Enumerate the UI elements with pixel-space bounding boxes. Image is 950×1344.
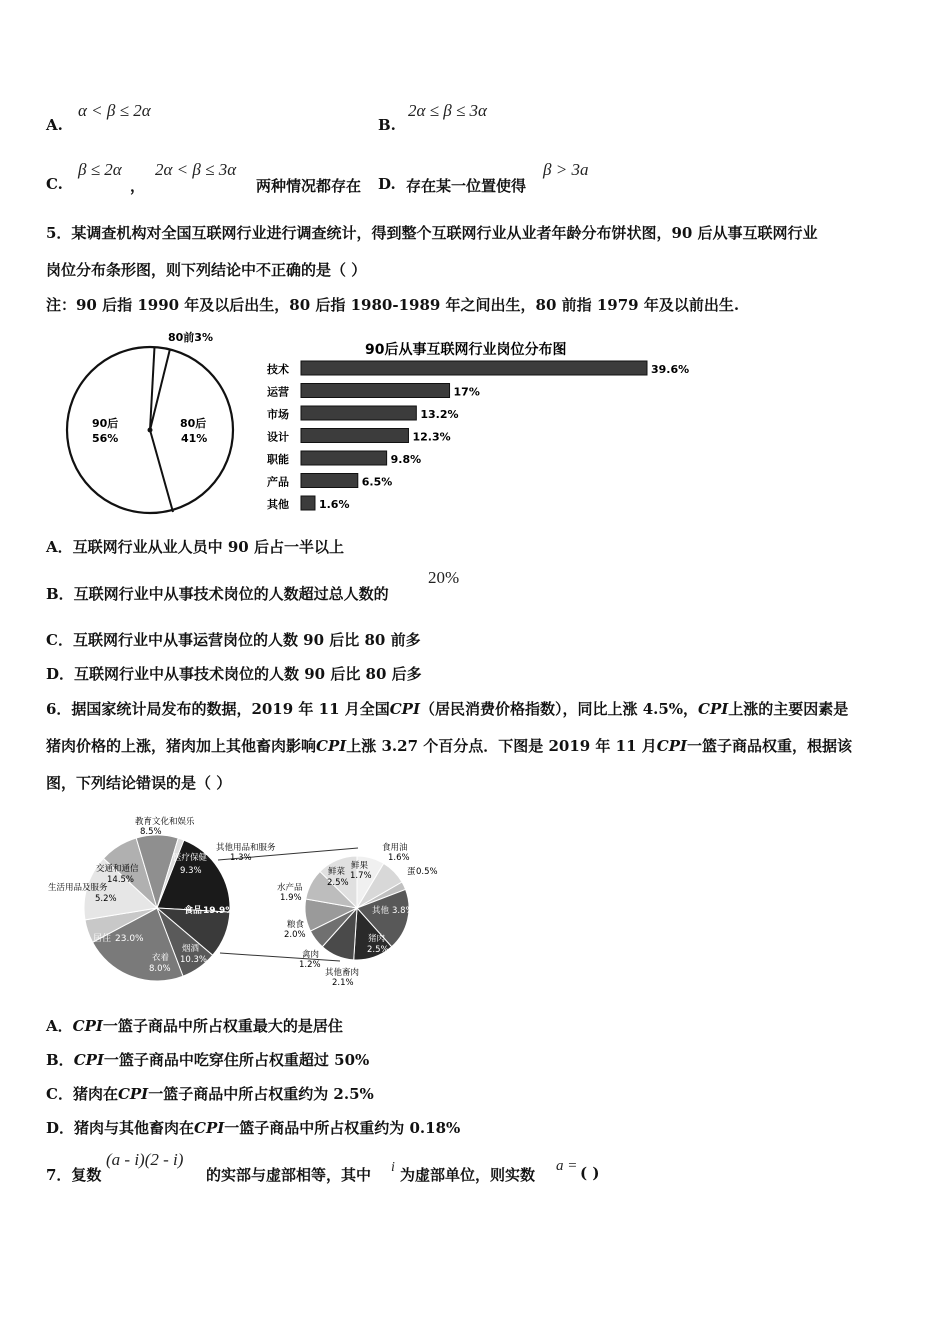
- age-pie-value-90hou: 56%: [92, 432, 119, 445]
- job-bar-category-label: 设计: [267, 430, 289, 444]
- q6-option-c: [46, 1083, 374, 1104]
- q6-optC-pre: C．猪肉在: [46, 1085, 118, 1103]
- cpi-sub-label-poultry: 禽肉: [302, 950, 320, 960]
- q6-optC-cpi: CPI: [117, 1085, 149, 1103]
- job-bar: [301, 474, 358, 488]
- job-bar-category-label: 运营: [267, 385, 289, 399]
- cpi-sub-label-egg: 蛋: [407, 867, 416, 877]
- q5-option-a: A．互联网行业从业人员中 90 后占一半以上: [46, 538, 344, 556]
- cpi-sub-value-grain: 2.0%: [284, 930, 306, 940]
- q4-option-c-comma: ，: [130, 177, 146, 195]
- q4-option-d-math: β > 3a: [543, 160, 589, 179]
- q4-option-c-math1: β ≤ 2α: [78, 160, 122, 179]
- cpi-sub-label-grain: 粮食: [287, 920, 305, 930]
- cpi-sub-label-fruit: 鲜果: [351, 861, 369, 871]
- cpi-sub-value-aqua: 1.9%: [280, 893, 302, 903]
- q6-l1-post: 上涨的主要因素是: [728, 700, 849, 718]
- q6-cpi-4: CPI: [656, 737, 687, 755]
- q4-option-b-label: B.: [378, 116, 396, 134]
- q6-optD-post: 一篮子商品中所占权重约为 0.18%: [224, 1119, 461, 1137]
- cpi-label-edu: 教育文化和娱乐: [135, 817, 195, 827]
- cpi-sub-value-oil: 1.6%: [388, 853, 410, 863]
- job-bar-value-label: 17%: [453, 385, 480, 399]
- q6-stem-line2: [46, 735, 852, 756]
- job-bar: [301, 384, 450, 398]
- q4-option-c-label: C.: [46, 175, 63, 193]
- q7-post: ( ): [580, 1164, 600, 1182]
- cpi-sub-value-egg: 0.5%: [416, 867, 438, 877]
- cpi-label-tobacco: 烟酒: [182, 944, 200, 954]
- cpi-sub-label-veg: 鲜菜: [328, 867, 346, 877]
- q7-pre: 7．复数: [46, 1166, 102, 1184]
- q6-cpi-1: CPI: [389, 700, 420, 718]
- cpi-sub-label-aqua: 水产品: [277, 883, 303, 893]
- q6-l2-pre: 猪肉价格的上涨，猪肉加上其他畜肉影响: [46, 737, 317, 755]
- q6-l1-mid: （居民消费价格指数），同比上涨 4.5%，: [419, 700, 699, 718]
- cpi-sub-label-othermeat: 其他畜肉: [325, 968, 360, 978]
- q5-stem-line1: 5．某调查机构对全国互联网行业进行调查统计，得到整个互联网行业从业者年龄分布饼状图，90 后从事互联网行业: [46, 224, 818, 242]
- age-pie-label-80hou: 80后: [180, 417, 207, 430]
- cpi-sub-value-fruit: 1.7%: [350, 871, 372, 881]
- q5-note: 注：90 后指 1990 年及以后出生，80 后指 1980-1989 年之间出生，80 前指 1979 年及以前出生.: [46, 296, 740, 314]
- cpi-value-clothing: 8.0%: [149, 964, 171, 974]
- q6-optD-pre: D．猪肉与其他畜肉在: [46, 1119, 195, 1137]
- cpi-sub-label-pork: 猪肉: [368, 934, 386, 944]
- q6-stem-line1: [46, 698, 848, 719]
- q6-option-b: [46, 1049, 369, 1070]
- age-pie-value-80hou: 41%: [181, 432, 208, 445]
- cpi-connector-bottom: [220, 953, 340, 961]
- cpi-sub-value-othermeat: 2.1%: [332, 978, 354, 988]
- q6-l2-post: 一篮子商品权重，根据该: [686, 737, 852, 755]
- q6-option-a: [46, 1015, 343, 1036]
- job-bar: [301, 406, 416, 420]
- q4-option-a-math: α < β ≤ 2α: [78, 101, 151, 120]
- q6-optA-label: A．: [46, 1017, 73, 1035]
- cpi-value-housing: 23.0%: [115, 934, 144, 944]
- q4-option-b-math: 2α ≤ β ≤ 3α: [408, 101, 487, 120]
- job-bar-value-label: 13.2%: [420, 408, 459, 421]
- job-bar-value-label: 9.8%: [390, 453, 422, 466]
- q5-option-b: B．互联网行业中从事技术岗位的人数超过总人数的: [46, 585, 389, 603]
- age-pie-label-90hou: 90后: [92, 417, 119, 430]
- q7-i: i: [391, 1160, 395, 1175]
- cpi-label-daily: 生活用品及服务: [48, 883, 108, 893]
- q6-optB-cpi: CPI: [73, 1051, 104, 1069]
- q6-optA-text: 一篮子商品中所占权重最大的是居住: [102, 1017, 343, 1035]
- q4-option-c-text: 两种情况都存在: [256, 177, 362, 195]
- age-pie-chart: [60, 325, 250, 520]
- q6-optB-text: 一篮子商品中吃穿住所占权重超过 50%: [103, 1051, 370, 1069]
- cpi-label-traffic: 交通和通信: [96, 864, 139, 874]
- job-bar-value-label: 6.5%: [361, 475, 393, 489]
- q5-option-b-math: 20%: [428, 568, 460, 587]
- cpi-sub-label-oil: 食用油: [382, 843, 408, 853]
- q7-math: (a - i)(2 - i): [106, 1150, 184, 1169]
- cpi-sub-label-others: 其他: [372, 906, 390, 916]
- q5-option-d: D．互联网行业中从事技术岗位的人数 90 后比 80 后多: [46, 665, 422, 683]
- q6-l1-pre: 6．据国家统计局发布的数据，2019 年 11 月全国: [46, 700, 390, 718]
- job-bar-category-label: 其他: [267, 498, 289, 511]
- job-bar: [301, 451, 387, 465]
- q6-stem-line3: 图，下列结论错误的是（ ）: [46, 774, 232, 792]
- cpi-value-tobacco: 10.3%: [180, 955, 208, 965]
- q6-optA-cpi: CPI: [72, 1017, 103, 1035]
- cpi-value-food: 19.9%: [203, 906, 235, 916]
- q4-option-d-text: 存在某一位置使得: [406, 177, 527, 195]
- q5-stem-line2: 岗位分布条形图，则下列结论中不正确的是（ ）: [46, 261, 367, 279]
- q6-optD-cpi: CPI: [194, 1119, 225, 1137]
- q5-option-c: C．互联网行业中从事运营岗位的人数 90 后比 80 前多: [46, 631, 421, 649]
- job-bar: [301, 429, 408, 443]
- cpi-sub-value-others: 3.8%: [392, 906, 414, 916]
- job-bar-chart: [265, 335, 705, 525]
- cpi-sub-value-poultry: 1.2%: [299, 960, 321, 970]
- cpi-value-edu: 8.5%: [140, 827, 162, 837]
- job-bar-category-label: 市场: [267, 408, 289, 421]
- cpi-value-traffic: 14.5%: [107, 875, 135, 885]
- q6-cpi-2: CPI: [698, 700, 729, 718]
- cpi-label-clothing: 衣着: [152, 953, 170, 963]
- cpi-pie-chart: [40, 808, 460, 993]
- q4-option-d-label: D.: [378, 175, 396, 193]
- cpi-label-medical: 医疗保健: [173, 853, 208, 863]
- job-bar-chart-title: 90后从事互联网行业岗位分布图: [365, 342, 567, 358]
- cpi-label-food: 食品: [184, 906, 203, 916]
- age-pie-label-80qian: 80前3%: [168, 331, 213, 344]
- cpi-value-other: 1.3%: [230, 853, 252, 863]
- cpi-sub-value-veg: 2.5%: [327, 878, 349, 888]
- job-bar: [301, 361, 647, 375]
- q6-l2-mid: 上涨 3.27 个百分点．下图是 2019 年 11 月: [346, 737, 657, 755]
- cpi-sub-value-pork: 2.5%: [367, 945, 389, 955]
- job-bar: [301, 496, 315, 510]
- q4-option-c-math2: 2α < β ≤ 3α: [155, 160, 237, 179]
- q6-option-d: [46, 1117, 460, 1138]
- job-bar-value-label: 1.6%: [318, 498, 350, 511]
- job-bar-value-label: 39.6%: [651, 363, 690, 376]
- q6-optB-label: B．: [46, 1051, 74, 1069]
- cpi-value-medical: 9.3%: [180, 866, 202, 876]
- q7-mid2: 为虚部单位，则实数: [400, 1166, 536, 1184]
- cpi-label-housing: 居住: [93, 934, 112, 944]
- job-bar-category-label: 产品: [267, 475, 289, 489]
- job-bar-category-label: 技术: [267, 363, 289, 376]
- job-bar-value-label: 12.3%: [412, 430, 451, 444]
- q6-optC-post: 一篮子商品中所占权重约为 2.5%: [148, 1085, 374, 1103]
- q4-option-a-label: A.: [46, 116, 63, 134]
- q6-cpi-3: CPI: [316, 737, 347, 755]
- cpi-label-other: 其他用品和服务: [216, 843, 276, 853]
- q7-mid: 的实部与虚部相等，其中: [206, 1166, 372, 1184]
- q7-a-eq: a =: [556, 1158, 578, 1174]
- job-bar-category-label: 职能: [267, 453, 289, 466]
- cpi-value-daily: 5.2%: [95, 894, 117, 904]
